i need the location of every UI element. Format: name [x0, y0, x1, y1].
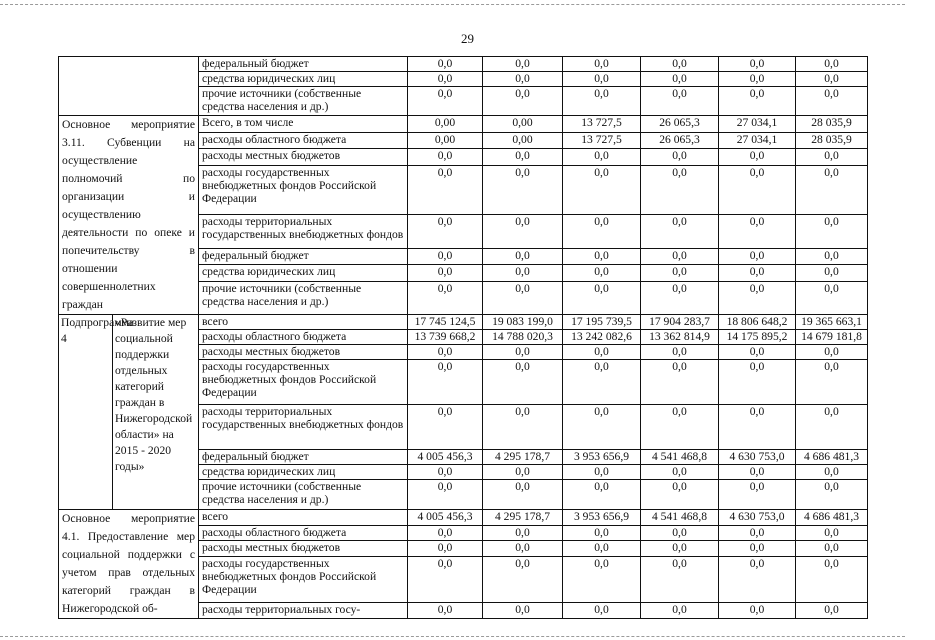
value-2016: 0,0	[483, 345, 563, 360]
value-2017: 0,0	[563, 265, 641, 282]
value-2018: 0,0	[641, 480, 719, 510]
source-cell: прочие источники (собственные средства населения и др.)	[199, 281, 408, 314]
value-2017: 13 727,5	[563, 116, 641, 133]
value-2018: 17 904 283,7	[641, 315, 719, 330]
source-cell: расходы государственных внебюджетных фондов Российской Федерации	[199, 360, 408, 405]
value-2017: 3 953 656,9	[563, 510, 641, 526]
value-2018: 0,0	[641, 265, 719, 282]
value-2018: 0,0	[641, 248, 719, 265]
value-2017: 0,0	[563, 149, 641, 166]
source-cell: расходы государственных внебюджетных фондов Российской Федерации	[199, 556, 408, 603]
source-cell: расходы территориальных государственных внебюджетных фондов	[199, 405, 408, 450]
value-2015: 0,0	[408, 215, 483, 248]
value-2015: 0,0	[408, 281, 483, 314]
value-2018: 0,0	[641, 541, 719, 557]
source-cell: федеральный бюджет	[199, 248, 408, 265]
value-2020: 0,0	[796, 87, 868, 116]
value-2018: 0,0	[641, 281, 719, 314]
value-2016: 0,0	[483, 525, 563, 541]
source-cell: всего	[199, 315, 408, 330]
source-cell: расходы территориальных госу-	[199, 603, 408, 619]
value-2019: 0,0	[719, 556, 796, 603]
source-cell: расходы областного бюджета	[199, 132, 408, 149]
source-cell: средства юридических лиц	[199, 465, 408, 480]
value-2016: 4 295 178,7	[483, 450, 563, 465]
value-2016: 0,0	[483, 541, 563, 557]
value-2016: 0,0	[483, 360, 563, 405]
value-2016: 0,0	[483, 265, 563, 282]
source-cell: прочие источники (собственные средства населения и др.)	[199, 87, 408, 116]
source-cell: расходы местных бюджетов	[199, 149, 408, 166]
value-2016: 0,00	[483, 132, 563, 149]
source-cell: федеральный бюджет	[199, 57, 408, 72]
value-2017: 13 727,5	[563, 132, 641, 149]
value-2016: 0,00	[483, 116, 563, 133]
value-2020: 0,0	[796, 265, 868, 282]
value-2019: 0,0	[719, 465, 796, 480]
value-2018: 13 362 814,9	[641, 330, 719, 345]
value-2015: 0,0	[408, 165, 483, 215]
value-2018: 26 065,3	[641, 116, 719, 133]
value-2015: 0,0	[408, 603, 483, 619]
value-2019: 27 034,1	[719, 132, 796, 149]
value-2020: 14 679 181,8	[796, 330, 868, 345]
value-2020: 0,0	[796, 360, 868, 405]
value-2015: 0,0	[408, 87, 483, 116]
value-2017: 0,0	[563, 465, 641, 480]
value-2016: 0,0	[483, 72, 563, 87]
value-2020: 0,0	[796, 345, 868, 360]
value-2016: 19 083 199,0	[483, 315, 563, 330]
value-2018: 0,0	[641, 345, 719, 360]
value-2015: 0,0	[408, 405, 483, 450]
value-2018: 0,0	[641, 72, 719, 87]
source-cell: средства юридических лиц	[199, 72, 408, 87]
value-2015: 0,0	[408, 248, 483, 265]
value-2018: 0,0	[641, 57, 719, 72]
value-2015: 0,00	[408, 132, 483, 149]
value-2015: 0,00	[408, 116, 483, 133]
value-2016: 0,0	[483, 281, 563, 314]
value-2016: 0,0	[483, 57, 563, 72]
value-2016: 0,0	[483, 215, 563, 248]
value-2018: 4 541 468,8	[641, 450, 719, 465]
source-cell: расходы областного бюджета	[199, 525, 408, 541]
value-2015: 0,0	[408, 345, 483, 360]
value-2020: 0,0	[796, 57, 868, 72]
value-2020: 4 686 481,3	[796, 510, 868, 526]
value-2019: 0,0	[719, 72, 796, 87]
value-2017: 0,0	[563, 480, 641, 510]
value-2017: 0,0	[563, 345, 641, 360]
value-2018: 0,0	[641, 603, 719, 619]
value-2017: 0,0	[563, 72, 641, 87]
value-2020: 0,0	[796, 541, 868, 557]
source-cell: федеральный бюджет	[199, 450, 408, 465]
value-2019: 0,0	[719, 345, 796, 360]
value-2015: 17 745 124,5	[408, 315, 483, 330]
source-cell: средства юридических лиц	[199, 265, 408, 282]
financing-table	[58, 56, 868, 619]
value-2017: 0,0	[563, 525, 641, 541]
value-2020: 0,0	[796, 465, 868, 480]
source-cell: расходы областного бюджета	[199, 330, 408, 345]
source-cell: прочие источники (собственные средства населения и др.)	[199, 480, 408, 510]
value-2018: 0,0	[641, 215, 719, 248]
value-2018: 26 065,3	[641, 132, 719, 149]
value-2020: 28 035,9	[796, 132, 868, 149]
table-row	[59, 116, 868, 133]
value-2018: 4 541 468,8	[641, 510, 719, 526]
value-2016: 0,0	[483, 556, 563, 603]
value-2019: 0,0	[719, 360, 796, 405]
value-2015: 0,0	[408, 480, 483, 510]
bottom-page-rule	[0, 636, 905, 637]
value-2016: 0,0	[483, 603, 563, 619]
value-2015: 0,0	[408, 57, 483, 72]
value-2019: 27 034,1	[719, 116, 796, 133]
source-cell: расходы государственных внебюджетных фондов Российской Федерации	[199, 165, 408, 215]
value-2020: 0,0	[796, 72, 868, 87]
value-2015: 4 005 456,3	[408, 510, 483, 526]
value-2017: 0,0	[563, 556, 641, 603]
value-2015: 0,0	[408, 541, 483, 557]
value-2019: 0,0	[719, 87, 796, 116]
value-2019: 0,0	[719, 281, 796, 314]
value-2019: 0,0	[719, 603, 796, 619]
value-2019: 0,0	[719, 248, 796, 265]
value-2020: 0,0	[796, 525, 868, 541]
value-2015: 4 005 456,3	[408, 450, 483, 465]
value-2020: 0,0	[796, 281, 868, 314]
value-2018: 0,0	[641, 360, 719, 405]
source-cell: расходы местных бюджетов	[199, 541, 408, 557]
value-2017: 0,0	[563, 603, 641, 619]
value-2016: 14 788 020,3	[483, 330, 563, 345]
value-2016: 0,0	[483, 87, 563, 116]
value-2017: 0,0	[563, 165, 641, 215]
value-2019: 0,0	[719, 149, 796, 166]
value-2016: 4 295 178,7	[483, 510, 563, 526]
value-2020: 0,0	[796, 603, 868, 619]
value-2020: 0,0	[796, 405, 868, 450]
value-2019: 0,0	[719, 215, 796, 248]
value-2017: 0,0	[563, 57, 641, 72]
value-2020: 4 686 481,3	[796, 450, 868, 465]
value-2017: 0,0	[563, 541, 641, 557]
value-2018: 0,0	[641, 165, 719, 215]
value-2019: 0,0	[719, 541, 796, 557]
source-cell: расходы территориальных государственных внебюджетных фондов	[199, 215, 408, 248]
value-2020: 0,0	[796, 248, 868, 265]
value-2017: 0,0	[563, 248, 641, 265]
value-2017: 0,0	[563, 360, 641, 405]
value-2016: 0,0	[483, 149, 563, 166]
value-2020: 19 365 663,1	[796, 315, 868, 330]
value-2019: 0,0	[719, 165, 796, 215]
value-2018: 0,0	[641, 87, 719, 116]
value-2020: 0,0	[796, 215, 868, 248]
value-2015: 13 739 668,2	[408, 330, 483, 345]
value-2015: 0,0	[408, 149, 483, 166]
top-page-rule	[0, 4, 905, 5]
source-cell: Всего, в том числе	[199, 116, 408, 133]
value-2015: 0,0	[408, 525, 483, 541]
value-2017: 17 195 739,5	[563, 315, 641, 330]
value-2019: 0,0	[719, 265, 796, 282]
value-2019: 14 175 895,2	[719, 330, 796, 345]
value-2020: 0,0	[796, 480, 868, 510]
source-cell: расходы местных бюджетов	[199, 345, 408, 360]
value-2019: 0,0	[719, 480, 796, 510]
value-2015: 0,0	[408, 72, 483, 87]
value-2019: 18 806 648,2	[719, 315, 796, 330]
value-2017: 0,0	[563, 215, 641, 248]
value-2019: 0,0	[719, 525, 796, 541]
page-number: 29	[461, 31, 474, 46]
value-2019: 4 630 753,0	[719, 510, 796, 526]
value-2018: 0,0	[641, 525, 719, 541]
blank-cell	[59, 57, 199, 116]
value-2015: 0,0	[408, 556, 483, 603]
value-2020: 0,0	[796, 149, 868, 166]
value-2017: 0,0	[563, 281, 641, 314]
value-2018: 0,0	[641, 556, 719, 603]
value-2020: 0,0	[796, 556, 868, 603]
value-2015: 0,0	[408, 360, 483, 405]
value-2015: 0,0	[408, 465, 483, 480]
measure-4-1-description: Основное мероприятие 4.1. Предоставление мер социальной поддержки с учетом прав отдельных категорий граждан в Нижегородской об-	[59, 510, 199, 619]
value-2018: 0,0	[641, 405, 719, 450]
measure-3-11-description: Основное мероприятие 3.11. Субвенции на осуществление полномочий по организации и осуществлению деятельности по опеке и попечительству в отношении совершеннолетних граждан	[59, 116, 199, 315]
value-2016: 0,0	[483, 405, 563, 450]
value-2016: 0,0	[483, 165, 563, 215]
value-2017: 3 953 656,9	[563, 450, 641, 465]
value-2017: 0,0	[563, 87, 641, 116]
table-row	[59, 315, 868, 330]
value-2018: 0,0	[641, 149, 719, 166]
value-2017: 13 242 082,6	[563, 330, 641, 345]
table-row	[59, 57, 868, 72]
value-2020: 0,0	[796, 165, 868, 215]
value-2018: 0,0	[641, 465, 719, 480]
value-2016: 0,0	[483, 465, 563, 480]
value-2019: 4 630 753,0	[719, 450, 796, 465]
value-2017: 0,0	[563, 405, 641, 450]
value-2019: 0,0	[719, 57, 796, 72]
value-2015: 0,0	[408, 265, 483, 282]
value-2020: 28 035,9	[796, 116, 868, 133]
subprogram-4-name: «Развитие мер социальной поддержки отдельных категорий граждан в Нижегородской области» на 2015 - 2020 годы»	[113, 315, 199, 510]
value-2016: 0,0	[483, 480, 563, 510]
value-2019: 0,0	[719, 405, 796, 450]
value-2016: 0,0	[483, 248, 563, 265]
subprogram-4-label: Подпрограмма 4	[59, 315, 113, 510]
source-cell: всего	[199, 510, 408, 526]
table-row	[59, 510, 868, 526]
